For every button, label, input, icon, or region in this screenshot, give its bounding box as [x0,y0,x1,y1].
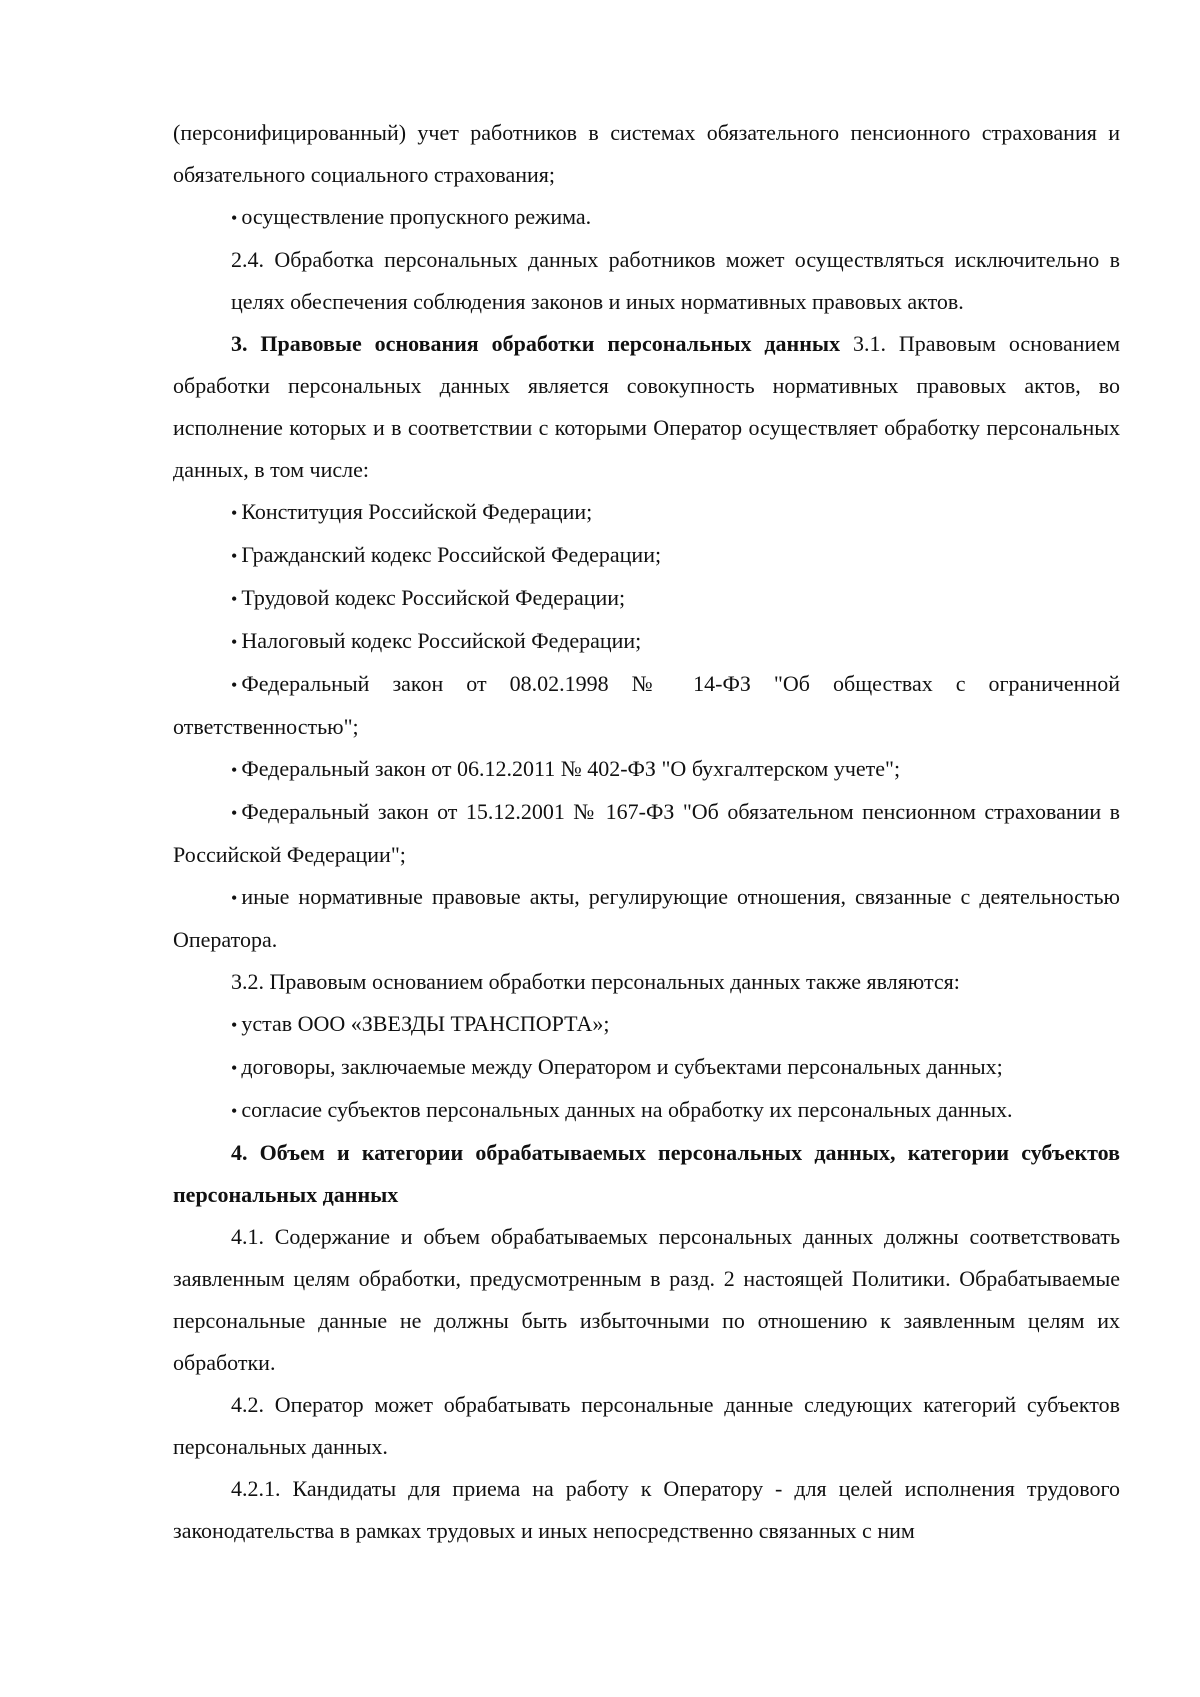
law-text: Конституция Российской Федерации; [241,499,593,524]
paragraph-4-2: 4.2. Оператор может обрабатывать персональные данные следующих категорий субъектов персональных данных. [173,1392,1120,1459]
paragraph-4-1: 4.1. Содержание и объем обрабатываемых персональных данных должны соответствовать заявленным целям обработки, предусмотренным в разд. 2 настоящей Политики. Обрабатываемые персональные данные не должны быть избыточными по отношению к заявленным целям их обработки. [173,1224,1120,1375]
law-text: Трудовой кодекс Российской Федерации; [241,585,626,610]
law-text: Федеральный закон от 08.02.1998 № 14-ФЗ "Об обществах с ограниченной ответственностью"; [173,671,1120,739]
law-item [173,663,1120,748]
bullet-icon: • [231,888,238,908]
bullet-text: осуществление пропускного режима. [241,204,592,229]
paragraph-3-2: 3.2. Правовым основанием обработки персональных данных также являются: [231,969,960,994]
bullet-icon: • [231,208,238,228]
law-item [173,534,1120,577]
bullet-icon: • [231,1015,238,1035]
section-3-paragraph [173,323,1120,491]
law-text: Налоговый кодекс Российской Федерации; [241,628,642,653]
basis-text: договоры, заключаемые между Оператором и субъектами персональных данных; [241,1054,1003,1079]
basis-item [173,1046,1120,1089]
law-text: Гражданский кодекс Российской Федерации; [241,542,662,567]
bullet-icon: • [231,803,238,823]
basis-item [173,1089,1120,1132]
bullet-icon: • [231,546,238,566]
document-page [173,112,1120,1552]
basis-text: устав ООО «ЗВЕЗДЫ ТРАНСПОРТА»; [241,1011,610,1036]
law-item [173,791,1120,876]
section-3-heading: 3. Правовые основания обработки персональных данных [231,331,841,356]
law-item [173,876,1120,961]
bullet-icon: • [231,675,238,695]
basis-item [173,1003,1120,1046]
bullet-icon: • [231,503,238,523]
basis-text: согласие субъектов персональных данных на обработку их персональных данных. [241,1097,1013,1122]
law-text: Федеральный закон от 15.12.2001 № 167-ФЗ "Об обязательном пенсионном страховании в Российской Федерации"; [173,799,1120,867]
bullet-icon: • [231,760,238,780]
law-item [173,620,1120,663]
law-item [173,577,1120,620]
bullet-icon: • [231,589,238,609]
bullet-icon: • [231,632,238,652]
section-4-heading: 4. Объем и категории обрабатываемых персональных данных, категории субъектов персональных данных [173,1140,1120,1207]
bullet-icon: • [231,1101,238,1121]
law-item [173,748,1120,791]
law-text: Федеральный закон от 06.12.2011 № 402-ФЗ "О бухгалтерском учете"; [241,756,901,781]
paragraph-2-4: 2.4. Обработка персональных данных работников может осуществляться исключительно в целях обеспечения соблюдения законов и иных нормативных правовых актов. [231,247,1120,314]
bullet-item [173,196,1120,239]
law-item [173,491,1120,534]
law-text: иные нормативные правовые акты, регулирующие отношения, связанные с деятельностью Оператора. [173,884,1120,952]
bullet-icon: • [231,1058,238,1078]
paragraph-3-1: 3.1. Правовым основанием обработки персональных данных является совокупность нормативных правовых актов, во исполнение которых и в соответствии с которыми Оператор осуществляет обработку персональных данных, в том числе: [173,331,1120,482]
paragraph-intro: (персонифицированный) учет работников в системах обязательного пенсионного страхования и обязательного социального страхования; [173,120,1120,187]
paragraph-4-2-1: 4.2.1. Кандидаты для приема на работу к Оператору - для целей исполнения трудового законодательства в рамках трудовых и иных непосредственно связанных с ним [173,1476,1120,1543]
